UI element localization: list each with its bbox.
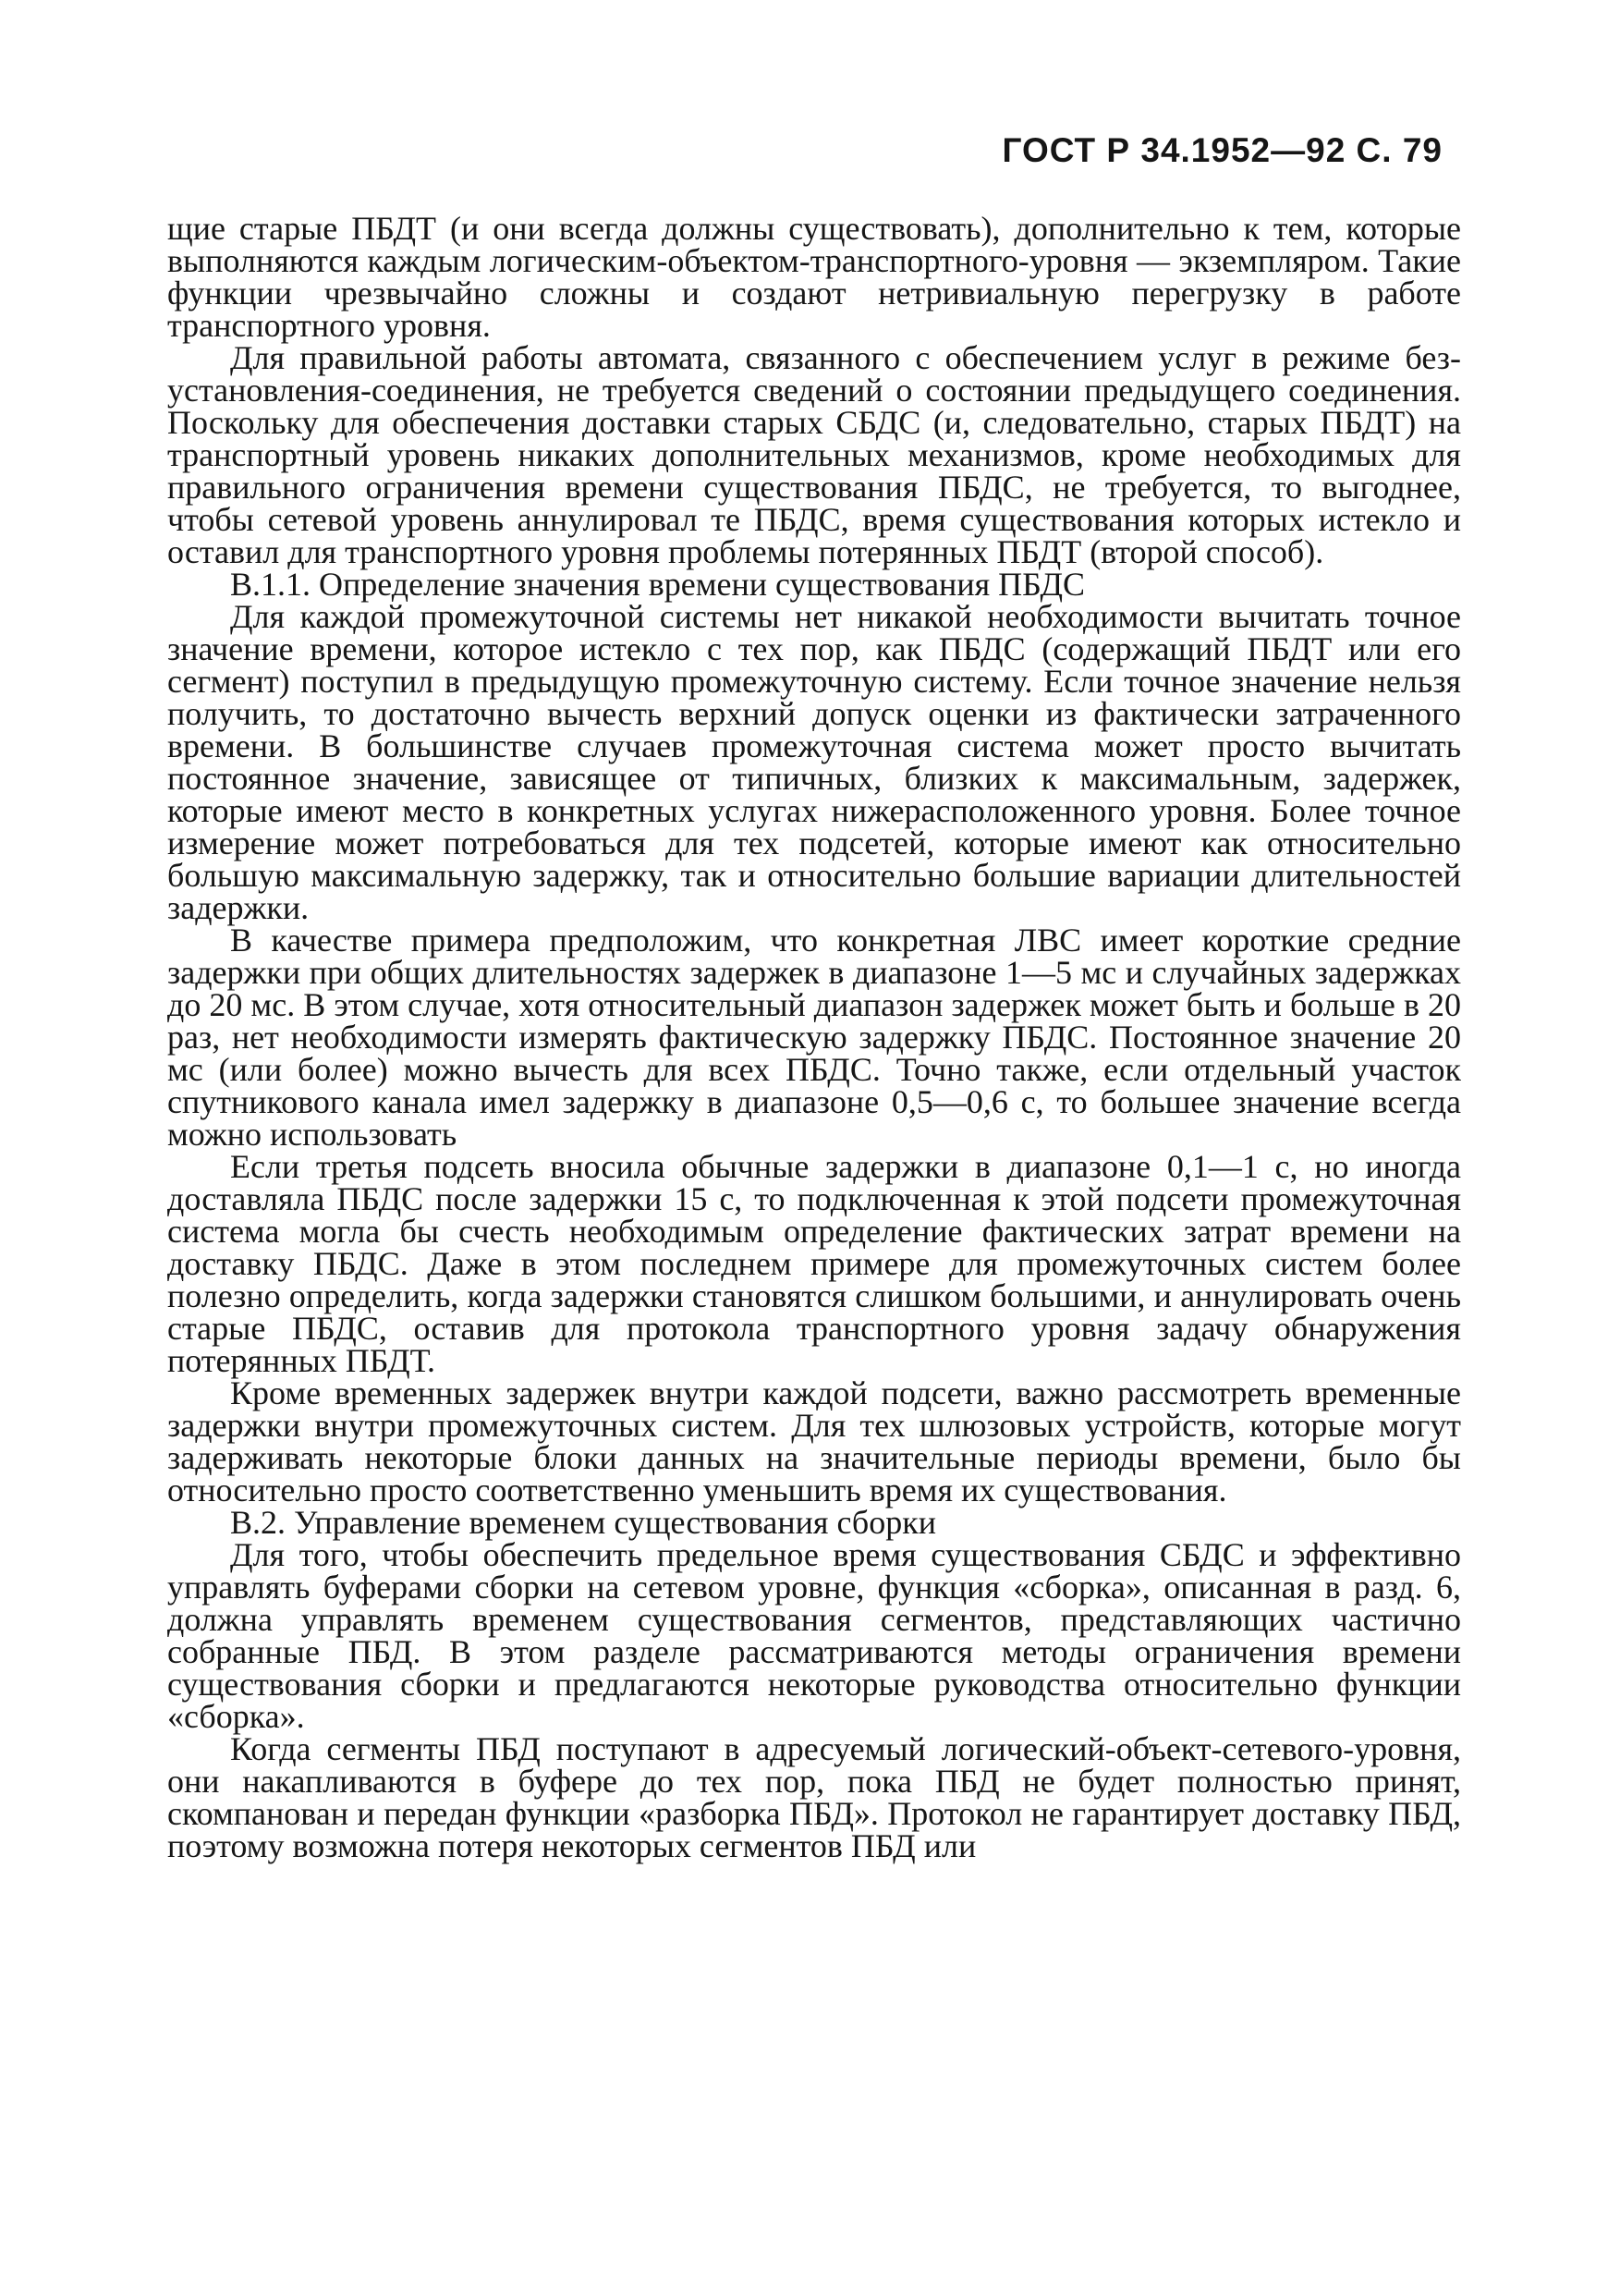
paragraph-automaton: Для правильной работы автомата, связанного с обеспечением услуг в режиме без-установления-соединения, не требуется сведений о состоянии предыдущего соединения. Поскольку для обеспечения доставки старых СБДС (и, следовательно, старых ПБДТ) на транспортный уровень никаких дополнительных механизмов, кроме необходимых для правильного ограничения времени существования ПБДС, не требуется, то выгоднее, чтобы сетевой уровень аннулировал те ПБДС, время существования которых истекло и оставил для транспортного уровня проблемы потерянных ПБДТ (второй способ). [167,339,1461,570]
paragraph-third-subnet: Если третья подсеть вносила обычные задержки в диапазоне 0,1—1 с, но иногда доставляла ПБДС после задержки 15 с, то подключенная к этой подсети промежуточная система могла бы счесть необходимым определение фактических затрат времени на доставку ПБДС. Даже в этом последнем примере для промежуточных систем более полезно определить, когда задержки становятся слишком большими, и аннулировать очень старые ПБДС, оставив для протокола транспортного уровня задачу обнаружения потерянных ПБДТ. [167,1148,1461,1379]
paragraph-gateway-delays: Кроме временных задержек внутри каждой подсети, важно рассмотреть временные задержки внутри промежуточных систем. Для тех шлюзовых устройств, которые могут задерживать некоторые блоки данных на значительные периоды времени, было бы относительно просто соответственно уменьшить время их существования. [167,1374,1461,1508]
section-heading-b2: В.2. Управление временем существования сборки [230,1504,936,1541]
section-heading-b11: В.1.1. Определение значения времени существования ПБДС [230,566,1086,603]
document-body [167,210,1461,1864]
paragraph-lan-example: В качестве примера предположим, что конкретная ЛВС имеет короткие средние задержки при общих длительностях задержек в диапазоне 1—5 мс и случайных задержках до 20 мс. В этом случае, хотя относительный диапазон задержек может быть и больше в 20 раз, нет необходимости измерять фактическую задержку ПБДС. Постоянное значение 20 мс (или более) можно вычесть для всех ПБДС. Точно также, если отдельный участок спутникового канала имел задержку в диапазоне 0,5—0,6 с, то большее значение всегда можно использовать [167,922,1461,1153]
paragraph-continuation: щие старые ПБДТ (и они всегда должны существовать), дополнительно к тем, которые выполняются каждым логическим-объектом-транспортного-уровня — экземпляром. Такие функции чрезвычайно сложны и создают нетривиальную перегрузку в работе транспортного уровня. [167,210,1461,344]
paragraph-segments: Когда сегменты ПБД поступают в адресуемый логический-объект-сетевого-уровня, они накапливаются в буфере до тех пор, пока ПБД не будет полностью принят, скомпанован и передан функции «разборка ПБД». Протокол не гарантирует доставку ПБД, поэтому возможна потеря некоторых сегментов ПБД или [167,1730,1461,1864]
paragraph-intermediate-systems: Для каждой промежуточной системы нет никакой необходимости вычитать точное значение времени, которое истекло с тех пор, как ПБДС (содержащий ПБДТ или его сегмент) поступил в предыдущую промежуточную систему. Если точное значение нельзя получить, то достаточно вычесть верхний допуск оценки из фактически затраченного времени. В большинстве случаев промежуточная система может просто вычитать постоянное значение, зависящее от типичных, близких к максимальным, задержек, которые имеют место в конкретных услугах нижерасположенного уровня. Более точное измерение может потребоваться для тех подсетей, которые имеют как относительно большую максимальную задержку, так и относительно большие вариации длительностей задержки. [167,598,1461,926]
page-header: ГОСТ Р 34.1952—92 С. 79 [1002,131,1443,169]
paragraph-reassembly: Для того, чтобы обеспечить предельное время существования СБДС и эффективно управлять буферами сборки на сетевом уровне, функция «сборка», описанная в разд. 6, должна управлять временем существования сегментов, представляющих частично собранные ПБД. В этом разделе рассматриваются методы ограничения времени существования сборки и предлагаются некоторые руководства относительно функции «сборка». [167,1536,1461,1735]
